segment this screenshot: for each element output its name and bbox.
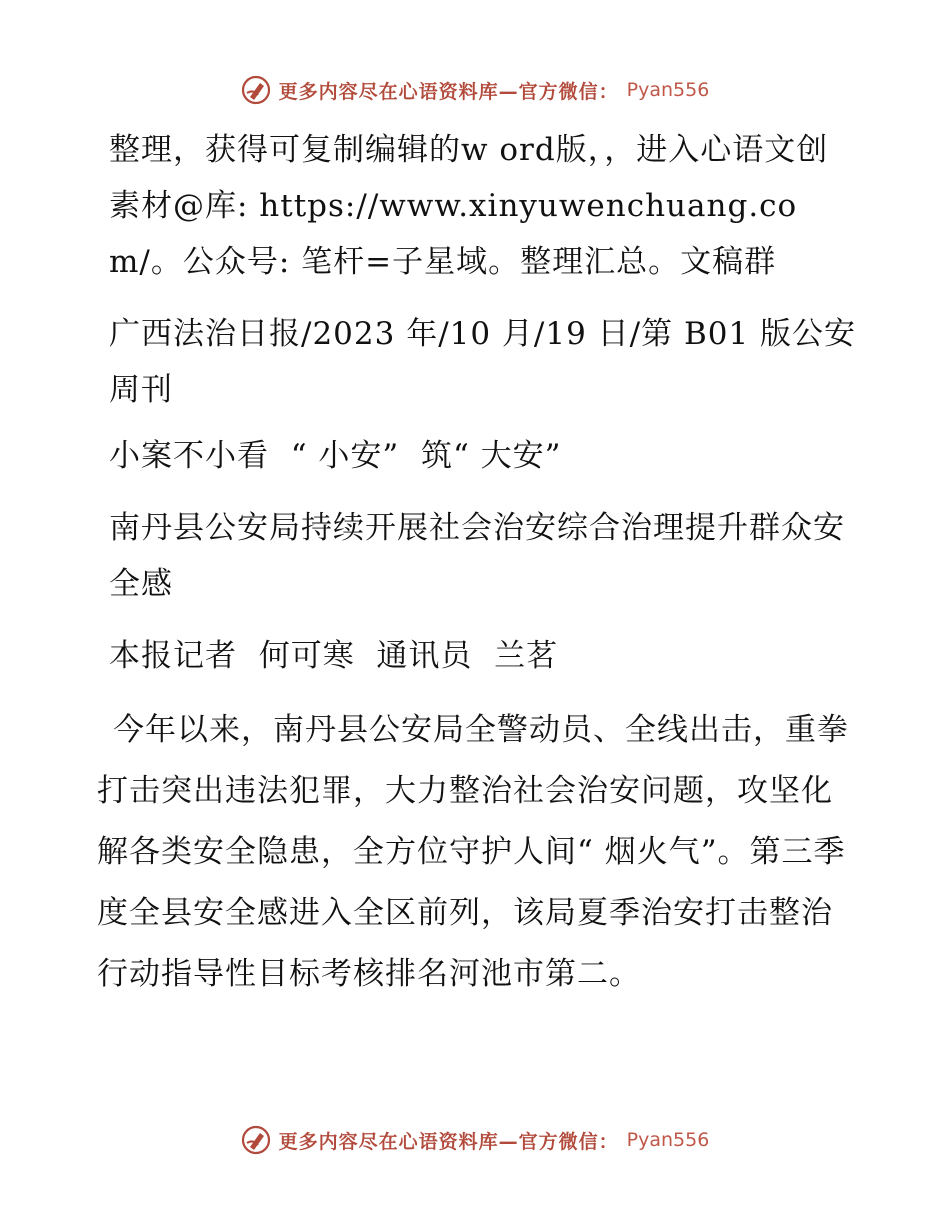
watermark-wechat-id: Pyan556 [626,79,710,101]
intro-paragraph: 整理，获得可复制编辑的w ord版，，进入心语文创素材@库: https://www.xinyuwenchuang.com/。公众号: 笔杆=子星域。整理汇总。文稿群 [109,132,829,280]
subheadline: 南丹县公安局持续开展社会治安综合治理提升群众安全感 [109,510,845,602]
pen-nib-icon [241,75,271,105]
headline: 小案不小看 “ 小安” 筑“ 大安” [109,438,562,474]
pen-nib-icon [241,1125,271,1155]
watermark-header [0,70,950,110]
watermark-wechat-id: Pyan556 [626,1129,710,1151]
body-text: 今年以来，南丹县公安局全警动员、全线出击，重拳打击突出违法犯罪，大力整治社会治安问题，攻坚化解各类安全隐患，全方位守护人间“ 烟火气”。第三季度全县安全感进入全区前列，该局夏季治安打击整治行动指导性目标考核排名河池市第二。 [97,712,849,992]
body-paragraph [97,700,857,1005]
watermark-text: 更多内容尽在心语资料库—官方微信： [278,80,619,103]
byline: 本报记者 何可寒 通讯员 兰茗 [109,638,559,674]
watermark-text: 更多内容尽在心语资料库—官方微信： [278,1130,619,1153]
source-line: 广西法治日报/2023 年/10 月/19 日/第 B01 版公安周刊 [109,316,857,408]
watermark-footer [0,1120,950,1160]
document-body [97,122,857,1021]
